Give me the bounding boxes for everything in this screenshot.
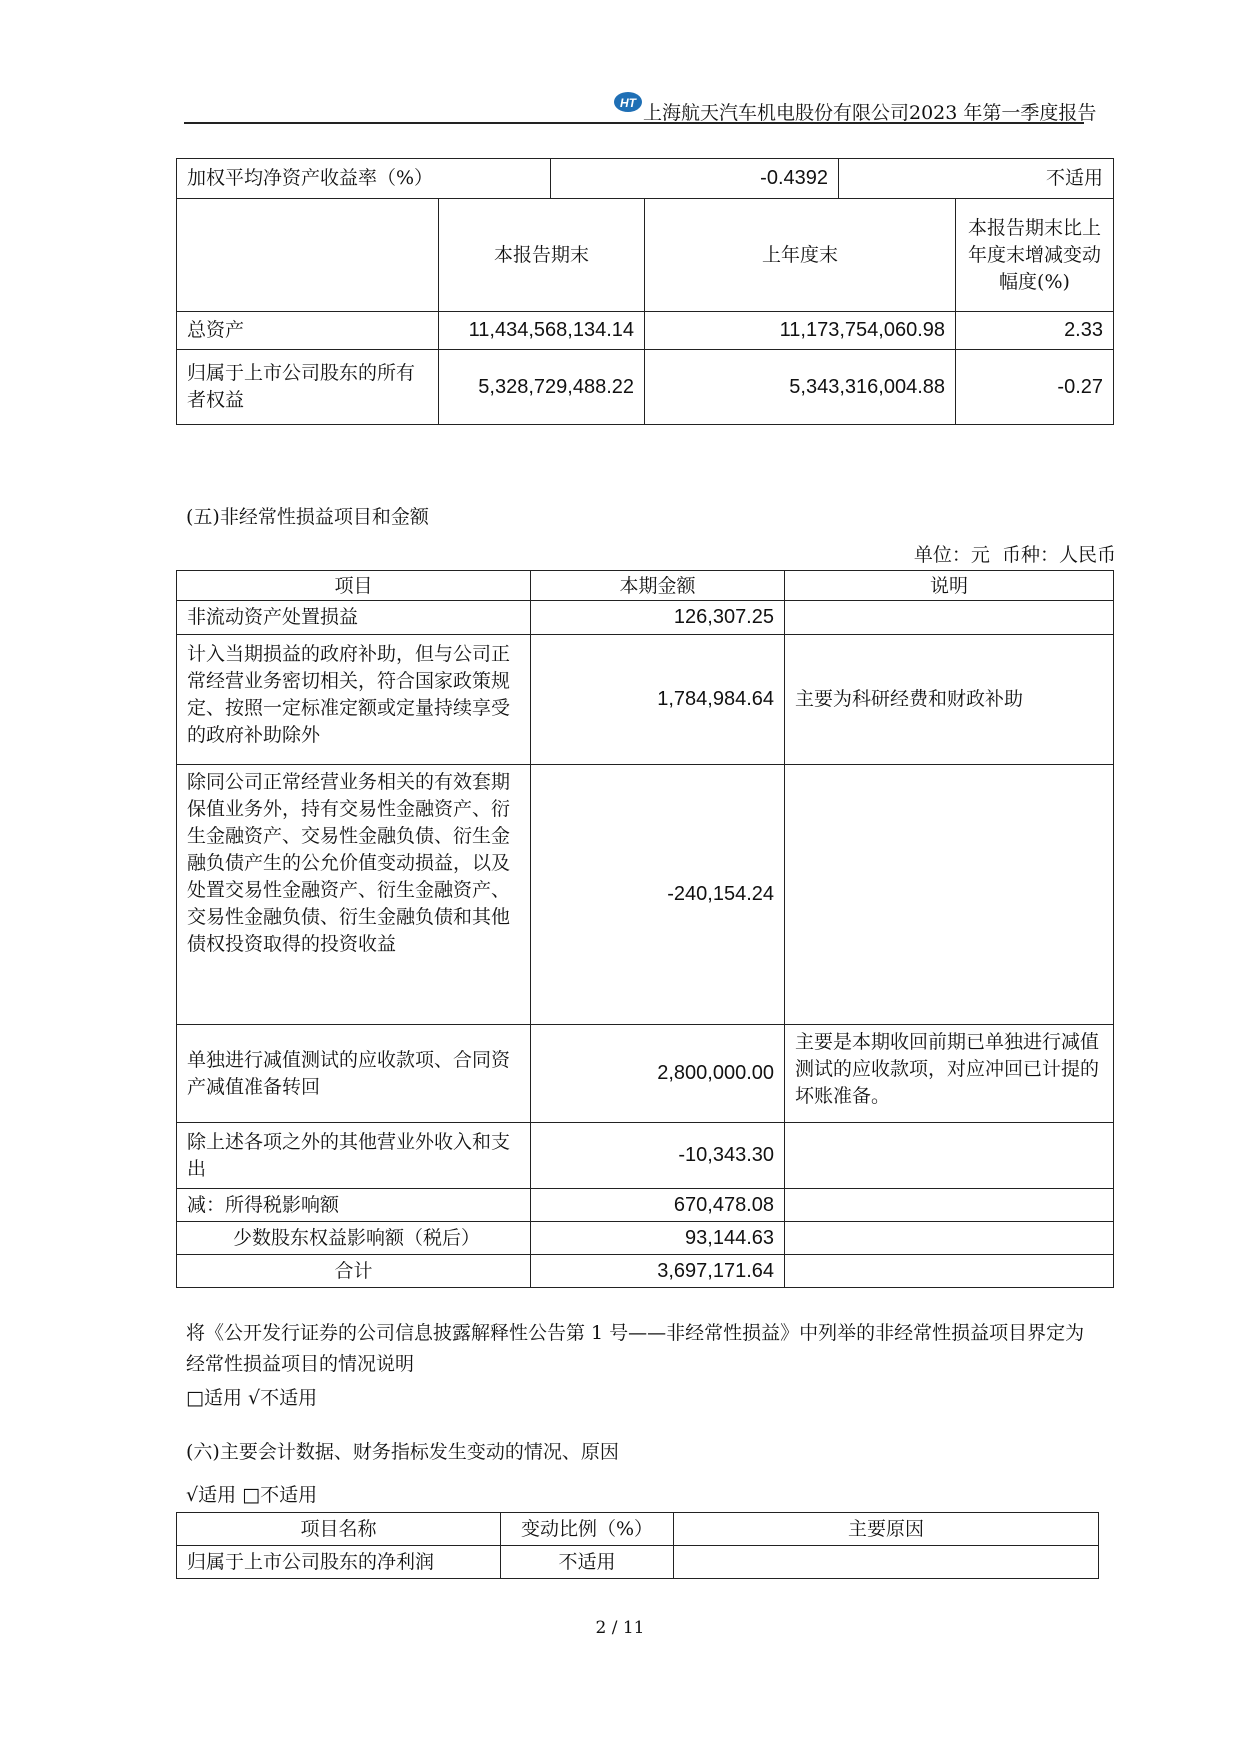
col-item: 项目 <box>177 571 531 601</box>
col-amount: 本期金额 <box>531 571 785 601</box>
assets-row-change: 2.33 <box>956 312 1114 350</box>
col-note: 说明 <box>785 571 1114 601</box>
page-number: 2 / 11 <box>595 1618 645 1638</box>
header-title: 上海航天汽车机电股份有限公司2023 年第一季度报告 <box>643 102 1097 124</box>
assets-row-prior: 11,173,754,060.98 <box>645 312 956 350</box>
table-row <box>177 635 1114 765</box>
table-row-total <box>177 1255 1114 1288</box>
row-note: 主要为科研经费和财政补助 <box>785 635 1114 765</box>
assets-row-label: 总资产 <box>177 312 439 350</box>
nonrecurring-header-row <box>177 571 1114 601</box>
assets-row-current: 11,434,568,134.14 <box>439 312 645 350</box>
table-row <box>177 1123 1114 1189</box>
row-item: 除上述各项之外的其他营业外收入和支出 <box>177 1123 531 1189</box>
row-note <box>785 1222 1114 1255</box>
table-row <box>177 765 1114 1025</box>
row-name: 归属于上市公司股东的净利润 <box>177 1546 501 1579</box>
row-ratio: 不适用 <box>501 1546 674 1579</box>
assets-header-row <box>177 199 1114 312</box>
table-row <box>177 1025 1114 1123</box>
row-item: 除同公司正常经营业务相关的有效套期保值业务外，持有交易性金融资产、衍生金融资产、交易性金融负债、衍生金融负债产生的公允价值变动损益，以及处置交易性金融资产、衍生金融资产、交易性金融负债、衍生金融负债和其他债权投资取得的投资收益 <box>177 765 531 1025</box>
row-amount: 1,784,984.64 <box>531 635 785 765</box>
assets-col-current: 本报告期末 <box>439 199 645 312</box>
section5-option: □适用 √不适用 <box>186 1387 318 1409</box>
row-item: 计入当期损益的政府补助，但与公司正常经营业务密切相关，符合国家政策规定、按照一定标准定额或定量持续享受的政府补助除外 <box>177 635 531 765</box>
roe-label: 加权平均净资产收益率（%） <box>177 159 551 199</box>
table-row <box>177 1222 1114 1255</box>
assets-table <box>176 198 1114 425</box>
roe-row <box>177 159 1114 199</box>
row-amount: 670,478.08 <box>531 1189 785 1222</box>
section5-unit: 单位：元 币种：人民币 <box>913 544 1116 566</box>
row-note: 主要是本期收回前期已单独进行减值测试的应收款项，对应冲回已计提的坏账准备。 <box>785 1025 1114 1123</box>
row-item: 合计 <box>177 1255 531 1288</box>
assets-col-prior: 上年度末 <box>645 199 956 312</box>
table-row <box>177 350 1114 425</box>
row-amount: 3,697,171.64 <box>531 1255 785 1288</box>
assets-header-blank <box>177 199 439 312</box>
nonrecurring-table <box>176 570 1114 1288</box>
assets-row-label: 归属于上市公司股东的所有者权益 <box>177 350 439 425</box>
row-note <box>785 1123 1114 1189</box>
svg-text:HT: HT <box>620 96 636 110</box>
row-amount: 126,307.25 <box>531 601 785 635</box>
table-row <box>177 312 1114 350</box>
row-item: 单独进行减值测试的应收款项、合同资产减值准备转回 <box>177 1025 531 1123</box>
row-amount: 93,144.63 <box>531 1222 785 1255</box>
row-note <box>785 1189 1114 1222</box>
section6-option: √适用 □不适用 <box>186 1484 318 1506</box>
table-row <box>177 601 1114 635</box>
assets-row-current: 5,328,729,488.22 <box>439 350 645 425</box>
table-row <box>177 1546 1099 1579</box>
row-reason <box>674 1546 1099 1579</box>
row-note <box>785 601 1114 635</box>
row-amount: -10,343.30 <box>531 1123 785 1189</box>
section6-title: (六)主要会计数据、财务指标发生变动的情况、原因 <box>186 1441 619 1463</box>
header-divider <box>184 122 1084 124</box>
assets-col-change: 本报告期末比上年度末增减变动幅度(%) <box>956 199 1114 312</box>
assets-row-prior: 5,343,316,004.88 <box>645 350 956 425</box>
row-amount: 2,800,000.00 <box>531 1025 785 1123</box>
col-ratio: 变动比例（%） <box>501 1513 674 1546</box>
company-logo-icon <box>613 91 643 113</box>
row-item: 少数股东权益影响额（税后） <box>177 1222 531 1255</box>
assets-row-change: -0.27 <box>956 350 1114 425</box>
roe-prior: 不适用 <box>839 159 1114 199</box>
table-row <box>177 1189 1114 1222</box>
section5-title: (五)非经常性损益项目和金额 <box>186 506 429 528</box>
section5-explain: 将《公开发行证券的公司信息披露解释性公告第 1 号——非经常性损益》中列举的非经常性损益项目界定为经常性损益项目的情况说明 <box>186 1322 1085 1375</box>
changes-table <box>176 1512 1099 1579</box>
roe-table <box>176 158 1114 199</box>
row-item: 非流动资产处置损益 <box>177 601 531 635</box>
row-item: 减：所得税影响额 <box>177 1189 531 1222</box>
col-name: 项目名称 <box>177 1513 501 1546</box>
row-note <box>785 765 1114 1025</box>
row-amount: -240,154.24 <box>531 765 785 1025</box>
roe-current: -0.4392 <box>551 159 839 199</box>
col-reason: 主要原因 <box>674 1513 1099 1546</box>
changes-header-row <box>177 1513 1099 1546</box>
row-note <box>785 1255 1114 1288</box>
